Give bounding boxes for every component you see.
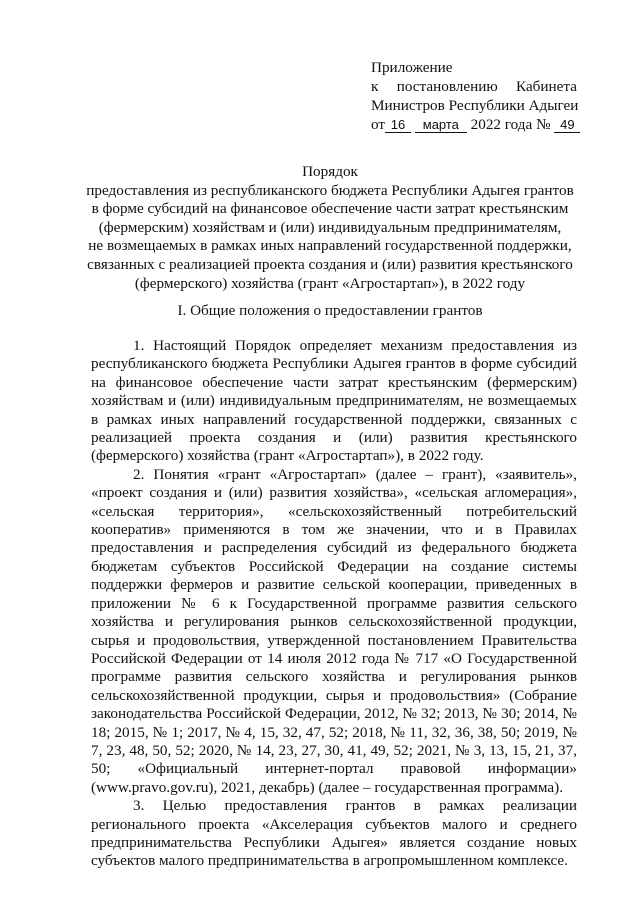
- section-title: I. Общие положения о предоставлении грантов: [177, 302, 483, 319]
- title-line: предоставления из республиканского бюджета Республики Адыгея грантов: [86, 181, 574, 199]
- title-line: (фермерским) хозяйствам и (или) индивидуальным предпринимателям,: [98, 218, 562, 236]
- paragraph-3: 3. Целью предоставления грантов в рамках реализации регионального проекта «Акселерация субъектов малого и среднего предпринимательства Республики Адыгея» является создание новых субъектов малого предпринимательства в агропромышленном комплексе.: [91, 797, 577, 870]
- title-line: связанных с реализацией проекта создания и (или) развития крестьянского: [87, 255, 573, 273]
- title-line: в форме субсидий на финансовое обеспечение части затрат крестьянским: [91, 200, 569, 218]
- title-line: не возмещаемых в рамках иных направлений государственной поддержки,: [88, 237, 572, 255]
- appendix-date-line: [371, 115, 577, 134]
- date-year: 2022 года №: [470, 116, 551, 133]
- date-prefix: от: [371, 116, 386, 133]
- paragraph-2: 2. Понятия «грант «Агростартап» (далее – грант), «заявитель», «проект создания и (или) развития хозяйства», «сельская агломерация», «сельская территория», «сельскохозяйственный потребительский кооператив» применяются в том же значении, что и в Правилах предоставления и распределения субсидий из федерального бюджета бюджетам субъектов Российской Федерации на создание системы поддержки фермеров и развитие сельской кооперации, приведенных в приложении № 6 к Государственной программе развития сельского хозяйства и регулирования рынков сельскохозяйственной продукции, сырья и продовольствия, утвержденной постановлением Правительства Российской Федерации от 14 июля 2012 года № 717 «О Государственной программе развития сельского хозяйства и регулирования рынков сельскохозяйственной продукции, сырья и продовольствия» (Собрание законодательства Российской Федерации, 2012, № 32; 2013, № 30; 2014, № 18; 2015, № 1; 2017, № 4, 15, 32, 47, 52; 2018, № 11, 32, 36, 38, 50; 2019, № 7, 23, 48, 50, 52; 2020, № 14, 23, 27, 30, 41, 49, 52; 2021, № 3, 13, 15, 21, 37, 50; «Официальный интернет-портал правовой информации» (www.pravo.gov.ru), 2021, декабрь) (далее – государственная программа).: [91, 465, 577, 796]
- appendix-resolution-line: [371, 77, 577, 96]
- document-body: [91, 337, 577, 871]
- paragraph-1: 1. Настоящий Порядок определяет механизм предоставления из республиканского бюджета Республики Адыгея грантов в форме субсидий на финансовое обеспечение части затрат крестьянским (фермерским) хозяйствам и (или) индивидуальным предпринимателям, не возмещаемых в рамках иных направлений государственной поддержки, связанных с реализацией проекта создания и (или) развития крестьянского (фермерского) хозяйства (грант «Агростартап»), в 2022 году.: [91, 337, 577, 465]
- title-heading: Порядок: [302, 163, 358, 180]
- title-line: (фермерского) хозяйства (грант «Агростартап»), в 2022 году: [134, 274, 526, 292]
- appendix-label: Приложение: [371, 59, 453, 76]
- document-number: 49: [554, 118, 580, 133]
- appendix-word: к: [371, 78, 379, 95]
- appendix-word: постановлению: [396, 78, 498, 95]
- document-title: [60, 163, 600, 293]
- appendix-block: [371, 58, 577, 134]
- appendix-word: Кабинета: [516, 78, 577, 95]
- appendix-issuer: Министров Республики Адыгеи: [371, 97, 579, 114]
- date-day: 16: [385, 118, 411, 133]
- date-month: марта: [415, 118, 467, 133]
